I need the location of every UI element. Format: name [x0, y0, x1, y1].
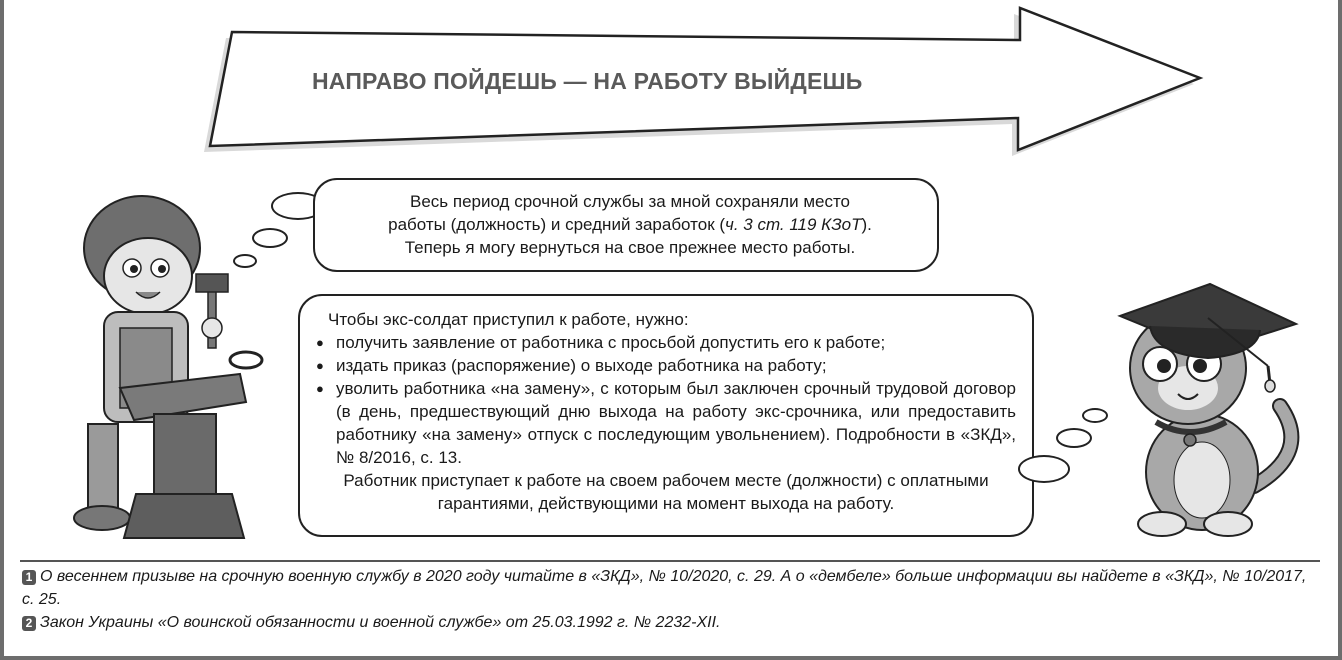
footnote-2 — [22, 611, 1322, 634]
cat-graduate-illustration — [1098, 276, 1330, 542]
list-item: ● уволить работника «на замену», с которым был заключен срочный трудовой договор (в день, предшествующий дню выхода на работу экс-срочника, или предоставить работнику «на замену» отпуск с последующим увольнением). Подробности в «ЗКД», № 8/2016, с. 13. — [316, 377, 1016, 469]
footnote-number: 2 — [22, 616, 36, 631]
footnote-1 — [22, 565, 1322, 611]
bubble1-line3: Теперь я могу вернуться на свое прежнее место работы. — [404, 238, 856, 257]
list-item: ● издать приказ (распоряжение) о выходе работника на работу; — [316, 354, 1016, 377]
bubble1-line2-end: ). — [861, 215, 872, 234]
footnote-text: О весеннем призыве на срочную военную службу в 2020 году читайте в «ЗКД», № 10/2020, с. 29. А о «дембеле» больше информации вы найдете в «ЗКД», № 10/2017, с. 25. — [22, 568, 1307, 608]
footnote-number: 1 — [22, 570, 36, 585]
thought-circle — [233, 254, 257, 268]
bubble1-line2-text: работы (должность) и средний заработок ( — [388, 215, 726, 234]
speech-bubble-cat — [298, 294, 1034, 537]
bubble1-line2 — [337, 213, 923, 236]
thought-circle — [252, 228, 288, 248]
footnotes — [22, 565, 1322, 634]
thought-circle — [1056, 428, 1092, 448]
law-reference: ч. 3 ст. 119 КЗоТ — [725, 215, 862, 234]
banner-title: НАПРАВО ПОЙДЕШЬ — НА РАБОТУ ВЫЙДЕШЬ — [312, 68, 863, 94]
list-item: ● получить заявление от работника с просьбой допустить его к работе; — [316, 331, 1016, 354]
boy-blacksmith-illustration — [50, 188, 280, 543]
footnote-text: Закон Украины «О воинской обязанности и военной службе» от 25.03.1992 г. № 2232-XII. — [40, 614, 721, 631]
footnote-divider — [20, 560, 1320, 562]
bubble1-line1: Весь период срочной службы за мной сохраняли место — [409, 192, 851, 211]
speech-bubble-boy — [313, 178, 939, 272]
bubble2-closing: Работник приступает к работе на своем рабочем месте (должности) с оплатными гарантиями, действующими на момент выхода на работу. — [343, 471, 989, 513]
thought-circle — [1018, 455, 1070, 483]
bubble2-lead: Чтобы экс-солдат приступил к работе, нужно: — [328, 310, 689, 329]
